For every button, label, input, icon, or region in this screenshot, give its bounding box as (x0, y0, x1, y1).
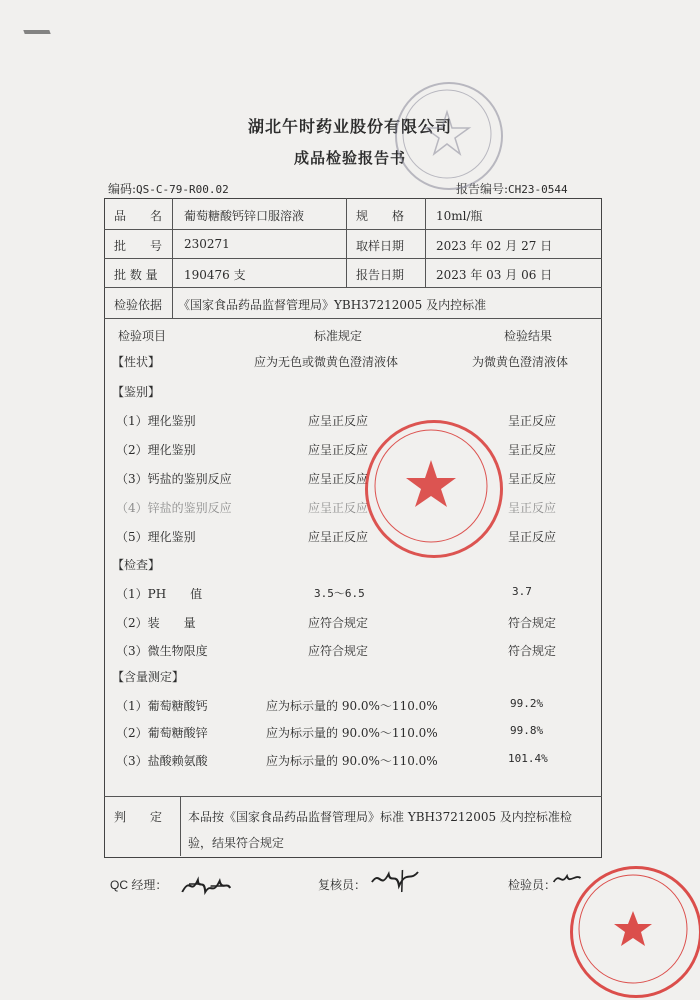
report-date-value: 2023 年 03 月 06 日 (436, 268, 553, 282)
sample-date-value: 2023 年 02 月 27 日 (436, 239, 553, 253)
table-row-item: （4）锌盐的鉴别反应 (116, 501, 232, 515)
table-row-result: 呈正反应 (508, 443, 557, 457)
inspector-signature (549, 868, 584, 893)
report-date-label: 报告日期 (356, 268, 405, 282)
appearance-standard: 应为无色或微黄色澄清液体 (254, 355, 399, 369)
table-row-result: 呈正反应 (508, 414, 557, 428)
table-row-standard: 3.5～6.5 (314, 587, 365, 600)
document-title: 成品检验报告书 (293, 149, 406, 167)
company-name: 湖北午时药业股份有限公司 (247, 117, 452, 136)
table-row-standard: 应呈正反应 (308, 414, 369, 428)
table-row-standard: 应为标示量的 90.0%～110.0% (266, 699, 438, 713)
table-row-item: （3）微生物限度 (116, 644, 208, 658)
table-row-result: 符合规定 (508, 644, 557, 658)
reviewer-signature (366, 864, 421, 899)
section-identification: 【鉴别】 (112, 385, 161, 399)
product-name-value: 葡萄糖酸钙锌口服溶液 (184, 209, 305, 223)
section-appearance: 【性状】 (112, 355, 161, 369)
batch-number-label: 批 号 (114, 239, 163, 253)
report-number-label: 报告编号: (456, 182, 509, 196)
table-row-result: 99.2% (510, 697, 544, 710)
table-row-standard: 应呈正反应 (308, 472, 369, 486)
doc-code (108, 180, 229, 197)
qc-manager-signature (176, 872, 235, 905)
inspector-label: 检验员： (508, 878, 557, 892)
column-header-item: 检验项目 (118, 329, 167, 343)
column-header-standard: 标准规定 (314, 329, 363, 343)
table-row-standard: 应符合规定 (308, 616, 369, 630)
conclusion-text-line1: 本品按《国家食品药品监督管理局》标准 YBH37212005 及内控标准检 (188, 810, 572, 824)
appearance-result: 为微黄色澄清液体 (472, 355, 569, 369)
table-row-standard: 应为标示量的 90.0%～110.0% (266, 754, 438, 768)
table-row-item: （1）理化鉴别 (116, 414, 196, 428)
table-row-result: 呈正反应 (508, 501, 557, 515)
table-row-item: （1）PH 值 (116, 587, 203, 601)
table-row-standard: 应呈正反应 (308, 501, 369, 515)
table-row-standard: 应符合规定 (308, 644, 369, 658)
table-row-result: 呈正反应 (508, 472, 557, 486)
reviewer-label: 复核员： (318, 878, 367, 892)
conclusion-label: 判 定 (114, 810, 163, 824)
table-row-item: （3）钙盐的鉴别反应 (116, 472, 232, 486)
table-row-item: （5）理化鉴别 (116, 530, 196, 544)
table-row-standard: 应呈正反应 (308, 443, 369, 457)
table-row-standard: 应为标示量的 90.0%～110.0% (266, 726, 438, 740)
table-row-item: （3）盐酸赖氨酸 (116, 754, 208, 768)
table-row-result: 101.4% (508, 752, 548, 765)
table-row-item: （2）葡萄糖酸锌 (116, 726, 208, 740)
product-name-label: 品 名 (114, 209, 163, 223)
inspection-basis-value: 《国家食品药品监督管理局》YBH37212005 及内控标准 (178, 298, 487, 312)
spec-label: 规 格 (356, 209, 405, 223)
spec-value: 10ml/瓶 (436, 209, 483, 223)
company-inspection-stamp (395, 82, 503, 190)
batch-quantity-label: 批 数 量 (114, 268, 158, 282)
table-row-result: 3.7 (512, 585, 532, 598)
table-row-result: 符合规定 (508, 616, 557, 630)
section-inspection: 【检查】 (112, 558, 161, 572)
table-row-standard: 应呈正反应 (308, 530, 369, 544)
sample-date-label: 取样日期 (356, 239, 405, 253)
inspection-basis-label: 检验依据 (114, 298, 163, 312)
conclusion-text-line2: 验，结果符合规定 (188, 836, 285, 850)
batch-quantity-value: 190476 支 (184, 268, 246, 282)
scan-mark (23, 30, 50, 34)
qc-manager-label: QC 经理： (110, 878, 168, 892)
table-row-item: （2）装 量 (116, 616, 196, 630)
doc-code-label: 编码: (108, 182, 137, 196)
table-row-item: （2）理化鉴别 (116, 443, 196, 457)
corner-quality-stamp (570, 866, 700, 998)
table-row-item: （1）葡萄糖酸钙 (116, 699, 208, 713)
section-assay: 【含量测定】 (112, 670, 185, 684)
report-number-value: CH23-0544 (508, 183, 568, 196)
table-row-result: 99.8% (510, 724, 544, 737)
doc-code-value: QS-C-79-R00.02 (136, 183, 229, 196)
distributor-quality-stamp (365, 420, 503, 558)
column-header-result: 检验结果 (504, 329, 553, 343)
table-row-result: 呈正反应 (508, 530, 557, 544)
batch-number-value: 230271 (184, 237, 230, 251)
